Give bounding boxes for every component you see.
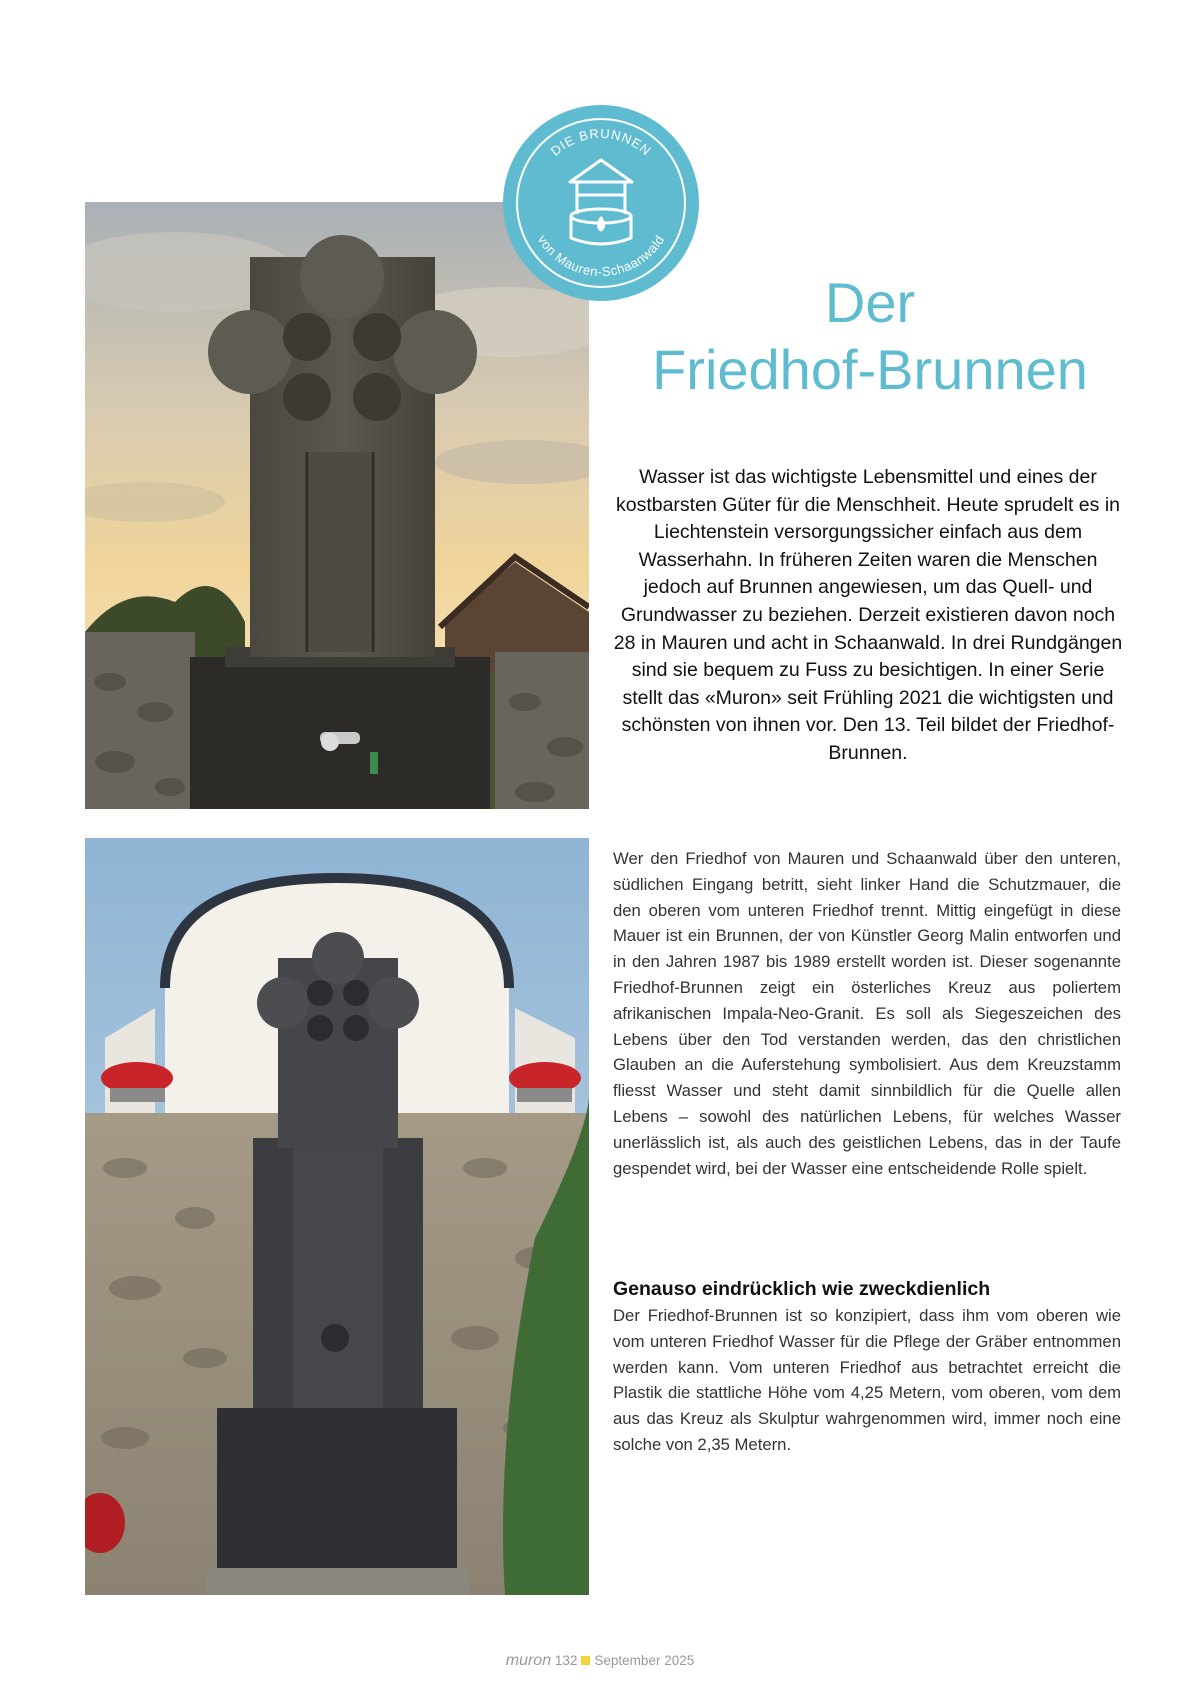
- body-paragraph-2: Der Friedhof-Brunnen ist so konzipiert, dass ihm vom oberen wie vom unteren Friedhof Wasser für die Pflege der Gräber entnommen werden kann. Vom unteren Friedhof aus betrachtet erreicht die Plastik die stattliche Höhe vom 4,25 Metern, vom oberen, vom dem aus das Kreuz als Skulptur wahrgenommen wird, immer noch eine solche von 2,35 Metern.: [613, 1306, 1121, 1454]
- photo-fountain-wall: [85, 838, 589, 1595]
- body-paragraph-1: Wer den Friedhof von Mauren und Schaanwald über den unteren, südlichen Eingang betritt, sieht linker Hand die Schutzmauer, die den oberen vom unteren Friedhof trennt. Mittig eingefügt in diese Mauer ist ein Brunnen, der von Künstler Georg Malin entworfen und in den Jahren 1987 bis 1989 erstellt worden ist. Dieser sogenannte Friedhof-Brunnen zeigt ein österliches Kreuz aus poliertem afrikanischen Impala-Neo-Granit. Es soll als Siegeszeichen des Lebens über den Tod verstanden werden, das den christlichen Glauben an die Auferstehung symbolisiert. Aus dem Kreuzstamm fliesst Wasser und steht damit sinnbildlich für die Quelle allen Lebens – sowohl des natürlichen Lebens, für welches Wasser unerlässlich ist, als auch des geistlichen Lebens, das in der Taufe gespendet wird, bei der Wasser eine entscheidende Rolle spielt.: [613, 849, 1121, 1178]
- footer-date: September 2025: [594, 1653, 695, 1668]
- section-subheading: Genauso eindrücklich wie zweckdienlich: [613, 1278, 991, 1300]
- footer-square-icon: [581, 1656, 590, 1665]
- title-line-1: Der: [824, 271, 916, 334]
- badge-top-text: DIE BRUNNEN: [547, 125, 655, 159]
- footer-issue: 132: [554, 1653, 578, 1668]
- intro-paragraph: Wasser ist das wichtigste Lebensmittel und eines der kostbarsten Güter für die Menschheit. Heute sprudelt es in Liechtenstein versorgungssicher einfach aus dem Wasserhahn. In früheren Zeiten waren die Menschen jedoch auf Brunnen angewiesen, um das Quell- und Grundwasser zu beziehen. Derzeit existieren davon noch 28 in Mauren und acht in Schaanwald. In drei Rundgängen sind sie bequem zu Fuss zu besichtigen. In einer Serie stellt das «Muron» seit Frühling 2021 die wichtigsten und schönsten von ihnen vor. Den 13. Teil bildet der Friedhof-Brunnen.: [613, 466, 1123, 764]
- footer-brand: muron: [505, 1652, 552, 1669]
- page-title: [620, 270, 1120, 404]
- title-line-2: Friedhof-Brunnen: [652, 338, 1088, 401]
- badge-bottom-text: von Mauren-Schaanwald: [534, 232, 668, 280]
- page-footer: [0, 1652, 1200, 1670]
